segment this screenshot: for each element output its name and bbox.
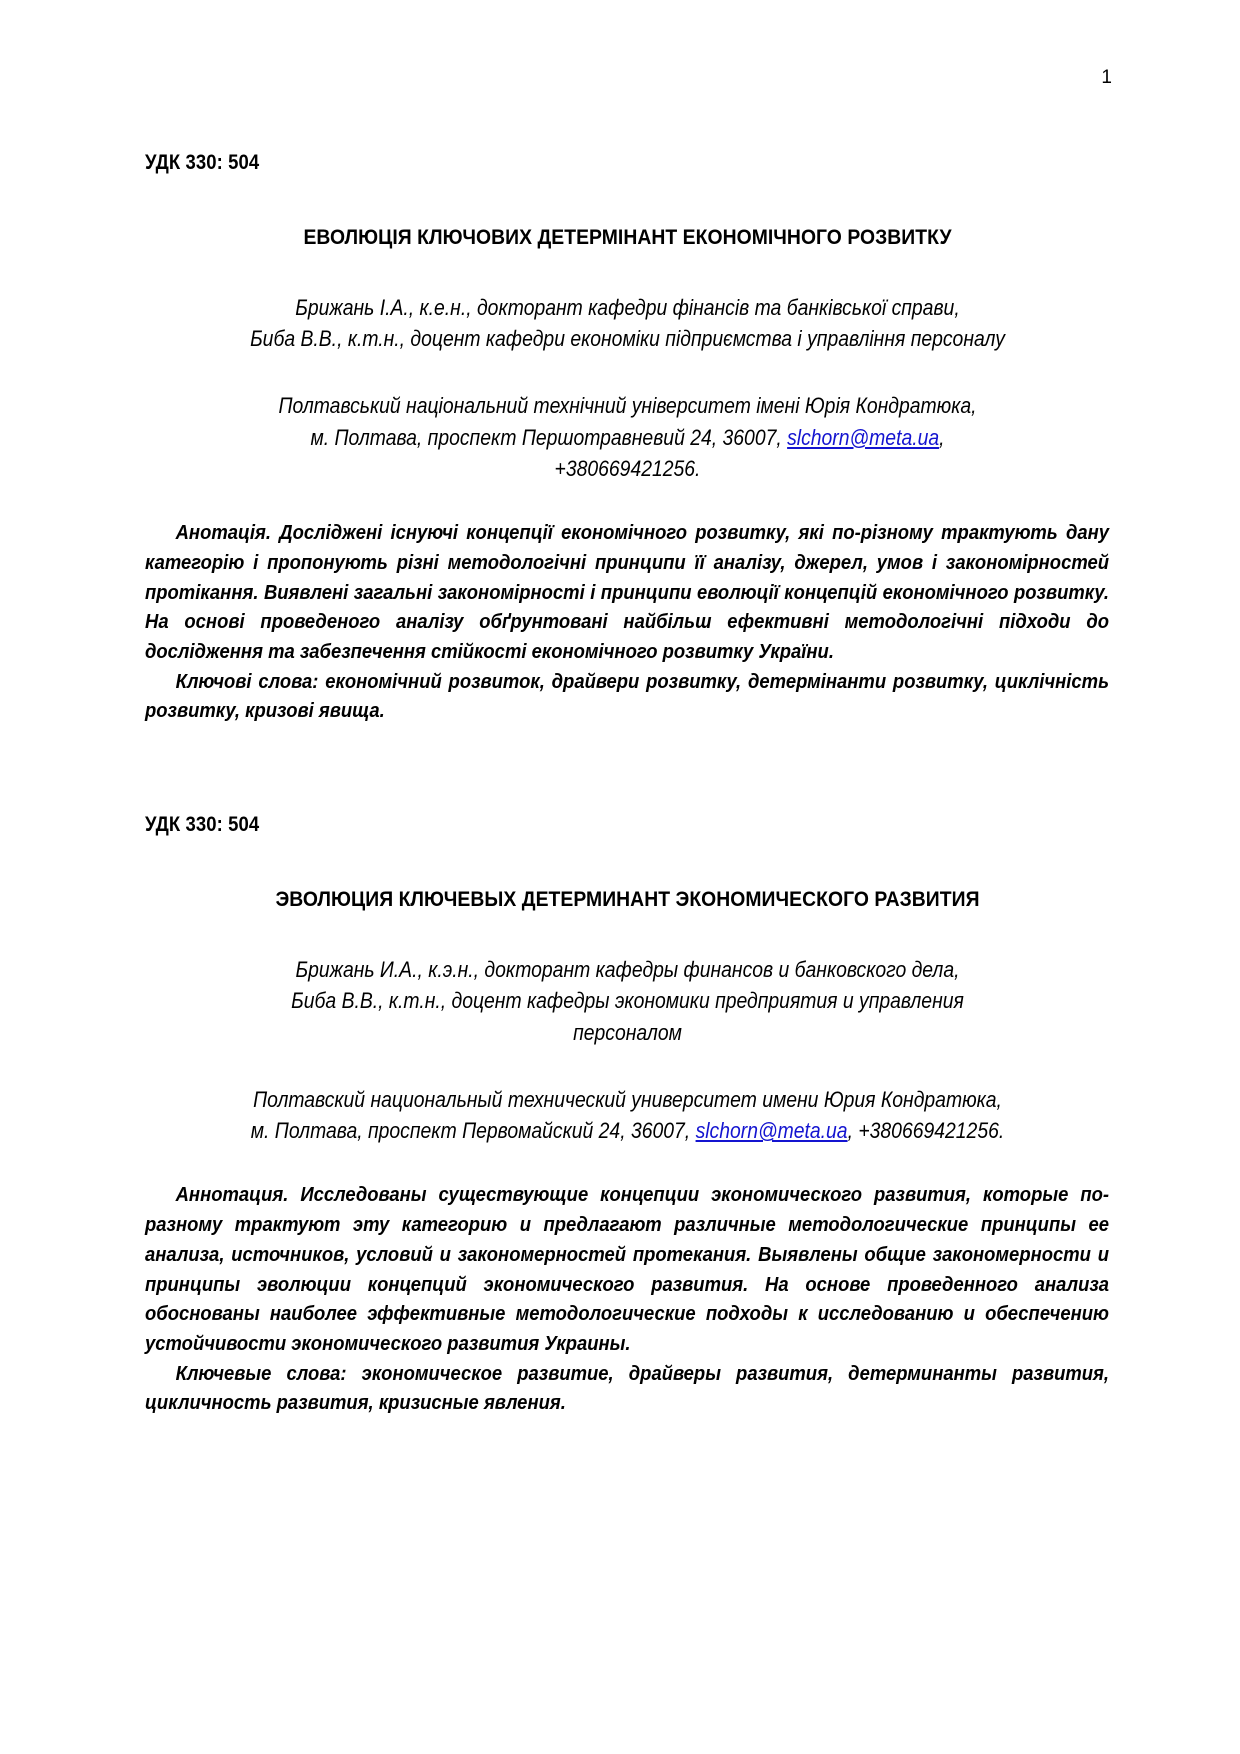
author-block-ru xyxy=(203,954,1052,1048)
document-content xyxy=(145,150,1110,1418)
abstract-label: Аннотация. xyxy=(175,1183,289,1207)
article-title-ru: ЭВОЛЮЦИЯ КЛЮЧЕВЫХ ДЕТЕРМИНАНТ ЭКОНОМИЧЕСКОГО РАЗВИТИЯ xyxy=(275,887,980,912)
affiliation-block-ru xyxy=(203,1084,1052,1146)
keywords-label: Ключевые слова: xyxy=(175,1361,347,1385)
abstract-body: Исследованы существующие концепции экономического развития, которые по-разному трактуют эту категорию и предлагают различные методологические принципы ее анализа, источников, условий и закономерностей протекания. Выявлены общие закономерности и принципы эволюции концепций экономического развития. На основе проведенного анализа обоснованы наиболее эффективные методологические подходы к исследованию и обеспечению устойчивости экономического развития Украины. xyxy=(145,1183,1110,1355)
email-link[interactable]: slchorn@meta.ua xyxy=(695,1118,848,1144)
author-line: Биба В.В., к.т.н., доцент кафедри економіки підприємства і управління персоналу xyxy=(250,326,1005,352)
affiliation-address: м. Полтава, проспект Первомайский 24, 36007, xyxy=(250,1118,696,1144)
affiliation-line xyxy=(203,1115,1052,1146)
article-section-uk xyxy=(145,150,1110,726)
author-line: персоналом xyxy=(573,1019,682,1045)
udk-code-uk: УДК 330: 504 xyxy=(145,150,260,174)
page-number: 1 xyxy=(1101,67,1112,88)
author-block-uk xyxy=(203,292,1052,354)
author-line: Брижань И.А., к.э.н., докторант кафедры финансов и банковского дела, xyxy=(295,957,960,983)
keywords-label: Ключові слова: xyxy=(175,669,319,693)
section-divider xyxy=(145,726,1110,812)
keywords-body: экономическое развитие, драйверы развития, детерминанты развития, цикличность развития, кризисные явления. xyxy=(145,1361,1110,1415)
email-link[interactable]: slchorn@meta.ua xyxy=(787,424,940,450)
abstract-paragraph-ru xyxy=(145,1180,1109,1358)
article-title-uk: ЕВОЛЮЦІЯ КЛЮЧОВИХ ДЕТЕРМІНАНТ ЕКОНОМІЧНОГО РОЗВИТКУ xyxy=(303,225,952,249)
keywords-paragraph-ru xyxy=(145,1359,1109,1418)
keywords-body: економічний розвиток, драйвери розвитку, детермінанти розвитку, циклічність розвитку, кризові явища. xyxy=(145,669,1110,723)
affiliation-block-uk xyxy=(203,390,1052,484)
affiliation-address-tail: , +380669421256. xyxy=(847,1118,1005,1144)
affiliation-line: Полтавський національний технічний університет імені Юрія Кондратюка, xyxy=(278,393,977,419)
affiliation-address-tail: , xyxy=(939,424,945,450)
author-line: Биба В.В., к.т.н., доцент кафедры экономики предприятия и управления xyxy=(291,988,964,1014)
keywords-paragraph-uk xyxy=(145,667,1109,726)
phone-number: +380669421256. xyxy=(554,455,701,481)
author-line: Брижань І.А., к.е.н., докторант кафедри фінансів та банківської справи, xyxy=(295,295,960,320)
abstract-paragraph-uk xyxy=(145,518,1109,667)
udk-code-ru: УДК 330: 504 xyxy=(145,812,260,837)
affiliation-line: Полтавский национальный технический университет имени Юрия Кондратюка, xyxy=(253,1086,1002,1112)
affiliation-address: м. Полтава, проспект Першотравневий 24, 36007, xyxy=(310,424,788,450)
abstract-label: Анотація. xyxy=(175,521,272,545)
affiliation-line xyxy=(203,422,1052,453)
abstract-body: Досліджені існуючі концепції економічного розвитку, які по-різному трактують дану категорію і пропонують різні методологічні принципи її аналізу, джерел, умов і закономірностей протікання. Виявлені загальні закономірності і принципи еволюції концепцій економічного розвитку. На основі проведеного аналізу обґрунтовані найбільш ефективні методологічні підходи до дослідження та забезпечення стійкості економічного розвитку України. xyxy=(145,521,1110,664)
article-section-ru xyxy=(145,812,1110,1418)
